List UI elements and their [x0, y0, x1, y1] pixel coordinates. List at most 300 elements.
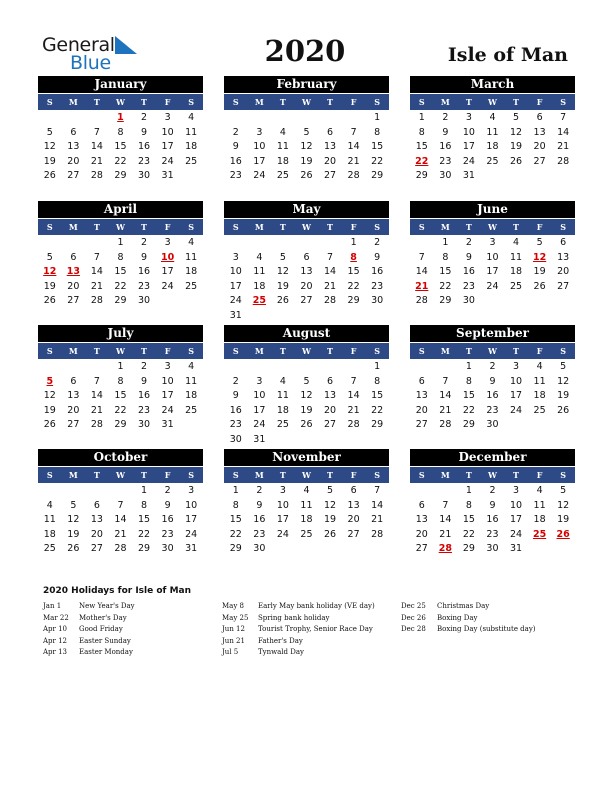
weekday-label: S	[46, 470, 53, 480]
day-cell: 5	[303, 126, 310, 138]
weekday-label: F	[164, 346, 171, 356]
day-cell: 20	[300, 280, 313, 292]
day-cell: 15	[439, 266, 452, 278]
weekday-label: F	[350, 470, 357, 480]
day-cell: 13	[67, 390, 80, 402]
day-cell: 21	[439, 528, 452, 540]
weekday-label: S	[418, 346, 425, 356]
day-cell: 29	[371, 419, 384, 431]
day-cell: 25	[533, 404, 546, 416]
empty-day-cell	[224, 360, 248, 375]
holiday-day-cell: 21	[415, 280, 429, 292]
day-cell: 2	[164, 485, 171, 496]
holiday-date: Apr 10	[43, 625, 68, 633]
empty-day-cell	[342, 111, 366, 126]
day-cell: 27	[323, 419, 337, 431]
day-cell: 30	[486, 419, 499, 431]
day-grid	[38, 360, 203, 433]
holiday-name: Tourist Trophy, Senior Race Day	[258, 625, 373, 633]
day-cell: 14	[90, 266, 103, 278]
day-cell: 5	[560, 361, 567, 372]
month-october	[38, 449, 203, 557]
day-cell: 26	[300, 419, 313, 431]
day-cell: 19	[323, 514, 337, 526]
holiday-row	[222, 636, 375, 648]
month-may	[224, 201, 389, 324]
day-cell: 6	[303, 251, 310, 263]
day-cell: 1	[232, 485, 239, 496]
day-cell: 17	[161, 266, 174, 278]
holiday-date: Jul 5	[222, 648, 239, 656]
day-cell: 12	[276, 266, 289, 278]
day-cell: 20	[67, 155, 80, 167]
holiday-row	[222, 624, 375, 636]
day-cell: 28	[371, 528, 384, 540]
day-cell: 16	[439, 141, 452, 153]
day-cell: 21	[347, 155, 360, 167]
holiday-day-cell: 12	[43, 266, 57, 278]
day-cell: 30	[462, 295, 475, 307]
holiday-date: Jun 12	[222, 625, 245, 633]
day-cell: 20	[323, 404, 337, 416]
day-cell: 30	[439, 170, 452, 182]
day-cell: 29	[114, 419, 127, 431]
day-cell: 8	[374, 126, 381, 138]
day-cell: 15	[462, 390, 475, 402]
day-cell: 20	[415, 528, 428, 540]
day-cell: 6	[70, 251, 77, 263]
holiday-day-cell: 1	[117, 112, 124, 123]
weekday-header	[410, 467, 575, 483]
holiday-name: Easter Monday	[79, 648, 133, 656]
weekday-label: T	[93, 222, 100, 232]
logo	[42, 34, 142, 74]
holiday-day-cell: 26	[556, 528, 570, 540]
day-cell: 28	[114, 543, 127, 555]
day-cell: 19	[67, 528, 80, 540]
weekday-label: T	[141, 470, 147, 480]
day-cell: 11	[533, 499, 546, 511]
day-cell: 12	[67, 514, 80, 526]
day-cell: 16	[486, 390, 499, 402]
day-cell: 18	[43, 528, 56, 540]
day-cell: 10	[161, 375, 174, 387]
day-cell: 19	[557, 390, 570, 402]
month-august	[224, 325, 389, 448]
day-cell: 9	[442, 126, 449, 138]
weekday-label: W	[301, 470, 311, 480]
day-cell: 16	[462, 266, 475, 278]
holiday-name: Father's Day	[258, 636, 303, 645]
day-cell: 12	[43, 141, 56, 153]
weekday-label: M	[254, 222, 264, 232]
weekday-label: S	[418, 97, 425, 107]
day-cell: 22	[347, 280, 360, 292]
day-cell: 4	[303, 485, 310, 496]
day-cell: 17	[161, 141, 174, 153]
day-cell: 18	[276, 155, 289, 167]
day-cell: 24	[276, 528, 289, 540]
day-cell: 13	[557, 251, 570, 263]
weekday-label: F	[536, 346, 543, 356]
weekday-label: S	[374, 222, 381, 232]
month-february	[224, 76, 389, 184]
day-grid	[224, 360, 389, 448]
day-cell: 18	[533, 514, 546, 526]
weekday-label: W	[115, 222, 125, 232]
weekday-header	[224, 94, 389, 110]
day-cell: 2	[141, 112, 148, 123]
holiday-day-cell: 12	[532, 251, 547, 263]
day-cell: 26	[509, 155, 523, 167]
month-june	[410, 201, 575, 309]
day-cell: 8	[117, 251, 124, 263]
holiday-row	[43, 613, 135, 625]
day-cell: 25	[43, 543, 56, 555]
weekday-label: F	[164, 222, 171, 232]
day-cell: 28	[415, 295, 428, 307]
day-cell: 10	[509, 375, 523, 387]
day-cell: 2	[232, 126, 239, 138]
weekday-label: T	[141, 346, 147, 356]
day-cell: 17	[509, 390, 523, 402]
weekday-label: S	[374, 97, 381, 107]
day-cell: 14	[347, 390, 360, 402]
day-cell: 17	[276, 514, 289, 526]
weekday-label: W	[301, 346, 311, 356]
day-cell: 7	[93, 375, 100, 387]
day-cell: 22	[114, 155, 127, 167]
weekday-label: W	[487, 222, 497, 232]
day-cell: 15	[114, 141, 127, 153]
day-cell: 31	[509, 543, 523, 555]
day-cell: 17	[253, 155, 266, 167]
weekday-label: S	[560, 346, 567, 356]
weekday-label: S	[418, 222, 425, 232]
day-cell: 7	[442, 375, 449, 387]
day-cell: 6	[560, 237, 567, 248]
day-cell: 3	[164, 112, 171, 123]
weekday-label: W	[115, 346, 125, 356]
day-cell: 16	[137, 390, 151, 402]
logo-triangle-icon	[115, 36, 137, 54]
day-cell: 29	[114, 170, 127, 182]
day-cell: 20	[557, 266, 570, 278]
month-title: August	[224, 325, 389, 342]
day-cell: 5	[279, 251, 286, 263]
day-cell: 23	[462, 280, 475, 292]
day-cell: 26	[323, 528, 337, 540]
day-cell: 5	[560, 485, 567, 496]
day-cell: 20	[323, 155, 337, 167]
day-cell: 26	[67, 543, 80, 555]
weekday-label: W	[115, 97, 125, 107]
weekday-label: S	[46, 97, 53, 107]
empty-day-cell	[109, 484, 133, 499]
day-cell: 9	[141, 126, 148, 138]
day-cell: 21	[347, 404, 360, 416]
day-cell: 22	[462, 404, 475, 416]
day-cell: 14	[557, 126, 570, 138]
day-cell: 5	[327, 485, 334, 496]
day-cell: 24	[161, 404, 174, 416]
day-cell: 9	[256, 499, 263, 511]
holiday-row	[401, 601, 536, 613]
day-cell: 13	[323, 390, 337, 402]
weekday-label: W	[115, 470, 125, 480]
day-grid	[410, 111, 575, 184]
holiday-day-cell: 22	[415, 155, 429, 167]
weekday-header	[410, 343, 575, 359]
weekday-label: S	[188, 470, 195, 480]
day-cell: 8	[418, 126, 425, 138]
weekday-label: S	[374, 470, 381, 480]
day-cell: 8	[374, 375, 381, 387]
holiday-column	[43, 601, 135, 659]
day-cell: 1	[465, 485, 472, 496]
weekday-header	[38, 94, 203, 110]
day-cell: 16	[137, 141, 151, 153]
day-cell: 1	[117, 237, 124, 248]
weekday-label: T	[513, 470, 519, 480]
empty-day-cell	[62, 360, 86, 375]
holiday-name: New Year's Day	[79, 602, 135, 610]
empty-day-cell	[318, 360, 342, 375]
day-cell: 14	[90, 390, 103, 402]
day-cell: 7	[327, 251, 334, 263]
day-cell: 15	[137, 514, 151, 526]
holiday-name: Mother's Day	[79, 613, 127, 622]
holiday-name: Early May bank holiday (VE day)	[258, 602, 375, 610]
day-cell: 20	[67, 404, 80, 416]
day-cell: 23	[486, 528, 499, 540]
holiday-date: Dec 26	[401, 613, 426, 622]
weekday-label: M	[254, 97, 264, 107]
day-cell: 11	[533, 375, 546, 387]
day-cell: 3	[164, 361, 171, 372]
day-cell: 10	[161, 126, 174, 138]
holiday-name: Tynwald Day	[258, 648, 304, 656]
weekday-label: T	[279, 470, 286, 480]
weekday-label: T	[279, 222, 286, 232]
empty-day-cell	[38, 236, 62, 251]
holiday-column	[401, 601, 536, 636]
empty-day-cell	[62, 484, 86, 499]
weekday-label: T	[141, 222, 147, 232]
day-cell: 7	[93, 126, 100, 138]
day-cell: 2	[141, 361, 148, 372]
day-cell: 4	[188, 237, 195, 248]
day-cell: 15	[229, 514, 242, 526]
day-cell: 14	[439, 514, 452, 526]
weekday-header	[224, 219, 389, 235]
holiday-name: Boxing Day (substitute day)	[437, 625, 536, 633]
holiday-name: Good Friday	[79, 625, 123, 633]
weekday-label: T	[513, 97, 519, 107]
weekday-label: F	[164, 470, 171, 480]
weekday-label: T	[513, 222, 519, 232]
day-cell: 28	[323, 295, 337, 307]
day-cell: 30	[486, 543, 499, 555]
day-cell: 5	[46, 126, 53, 138]
weekday-label: T	[513, 346, 519, 356]
month-september	[410, 325, 575, 433]
holiday-date: Jan 1	[43, 602, 62, 610]
day-cell: 15	[114, 266, 127, 278]
day-cell: 15	[415, 141, 428, 153]
weekday-label: S	[232, 346, 239, 356]
day-cell: 7	[442, 499, 449, 511]
empty-day-cell	[62, 111, 86, 126]
day-cell: 11	[253, 266, 266, 278]
day-cell: 25	[486, 155, 499, 167]
day-cell: 1	[465, 361, 472, 372]
weekday-label: T	[93, 470, 100, 480]
day-cell: 24	[253, 170, 266, 182]
empty-day-cell	[410, 236, 434, 251]
month-january	[38, 76, 203, 184]
day-cell: 11	[185, 126, 198, 138]
day-cell: 1	[374, 112, 381, 123]
day-cell: 8	[442, 251, 449, 263]
day-cell: 11	[43, 514, 56, 526]
day-cell: 21	[371, 514, 384, 526]
day-cell: 7	[418, 251, 425, 263]
weekday-label: F	[536, 222, 543, 232]
day-cell: 13	[415, 390, 428, 402]
day-cell: 6	[327, 126, 334, 138]
weekday-label: S	[560, 470, 567, 480]
day-grid	[224, 484, 389, 557]
day-cell: 10	[229, 266, 242, 278]
day-cell: 2	[442, 112, 449, 123]
day-cell: 9	[141, 251, 148, 263]
holiday-row	[43, 636, 135, 648]
day-cell: 14	[114, 514, 127, 526]
day-cell: 22	[114, 280, 127, 292]
day-cell: 27	[323, 170, 337, 182]
month-december	[410, 449, 575, 557]
day-cell: 26	[557, 404, 570, 416]
holiday-name: Boxing Day	[437, 613, 478, 622]
day-cell: 21	[90, 280, 103, 292]
holiday-row	[43, 624, 135, 636]
day-cell: 9	[465, 251, 472, 263]
day-cell: 4	[279, 126, 286, 138]
month-title: July	[38, 325, 203, 342]
day-cell: 29	[114, 295, 127, 307]
day-cell: 7	[93, 251, 100, 263]
day-cell: 7	[350, 375, 357, 387]
day-cell: 5	[513, 112, 520, 123]
day-cell: 6	[350, 485, 357, 496]
holiday-row	[401, 613, 536, 625]
logo-text-blue: Blue	[70, 52, 111, 74]
empty-day-cell	[38, 360, 62, 375]
day-cell: 10	[486, 251, 499, 263]
day-cell: 19	[43, 155, 56, 167]
holiday-column	[222, 601, 375, 659]
weekday-label: M	[68, 346, 78, 356]
day-cell: 4	[536, 485, 543, 496]
holiday-date: May 25	[222, 613, 249, 622]
month-title: November	[224, 449, 389, 466]
day-cell: 12	[509, 126, 523, 138]
day-cell: 10	[276, 499, 289, 511]
empty-day-cell	[318, 236, 342, 251]
day-cell: 6	[70, 126, 77, 138]
month-title: May	[224, 201, 389, 218]
day-cell: 10	[253, 141, 266, 153]
day-cell: 11	[300, 499, 313, 511]
month-title: April	[38, 201, 203, 218]
day-cell: 5	[536, 237, 543, 248]
day-cell: 1	[418, 112, 425, 123]
weekday-label: M	[68, 470, 78, 480]
day-cell: 3	[256, 126, 263, 138]
weekday-label: W	[487, 470, 497, 480]
day-cell: 8	[232, 499, 239, 511]
day-cell: 30	[137, 419, 151, 431]
empty-day-cell	[62, 236, 86, 251]
holiday-day-cell: 28	[438, 543, 452, 555]
weekday-label: M	[440, 222, 450, 232]
weekday-label: T	[465, 470, 472, 480]
day-cell: 2	[256, 485, 263, 496]
day-cell: 19	[557, 514, 570, 526]
day-cell: 11	[276, 390, 289, 402]
day-cell: 1	[117, 361, 124, 372]
day-cell: 11	[185, 375, 198, 387]
weekday-header	[38, 219, 203, 235]
weekday-label: F	[164, 97, 171, 107]
holiday-date: Apr 12	[43, 636, 68, 645]
weekday-label: F	[536, 97, 543, 107]
day-cell: 13	[90, 514, 103, 526]
weekday-label: W	[487, 346, 497, 356]
holiday-date: May 8	[222, 602, 244, 610]
day-cell: 14	[90, 141, 103, 153]
day-cell: 29	[347, 295, 360, 307]
day-cell: 27	[90, 543, 103, 555]
day-cell: 2	[232, 375, 239, 387]
empty-day-cell	[271, 236, 295, 251]
day-cell: 17	[161, 390, 174, 402]
weekday-label: F	[350, 346, 357, 356]
day-cell: 22	[371, 404, 384, 416]
empty-day-cell	[85, 111, 109, 126]
day-cell: 18	[276, 404, 289, 416]
weekday-header	[410, 219, 575, 235]
day-cell: 16	[161, 514, 174, 526]
day-cell: 22	[371, 155, 384, 167]
day-cell: 7	[117, 499, 124, 511]
day-cell: 13	[415, 514, 428, 526]
day-cell: 22	[137, 528, 151, 540]
day-cell: 3	[279, 485, 286, 496]
day-grid	[410, 236, 575, 309]
day-cell: 3	[256, 375, 263, 387]
day-cell: 20	[347, 514, 360, 526]
day-cell: 30	[137, 170, 151, 182]
day-cell: 9	[141, 375, 148, 387]
day-cell: 25	[185, 280, 198, 292]
day-cell: 4	[46, 499, 53, 511]
day-cell: 27	[533, 155, 546, 167]
day-cell: 3	[164, 237, 171, 248]
day-cell: 2	[489, 485, 496, 496]
month-title: February	[224, 76, 389, 93]
